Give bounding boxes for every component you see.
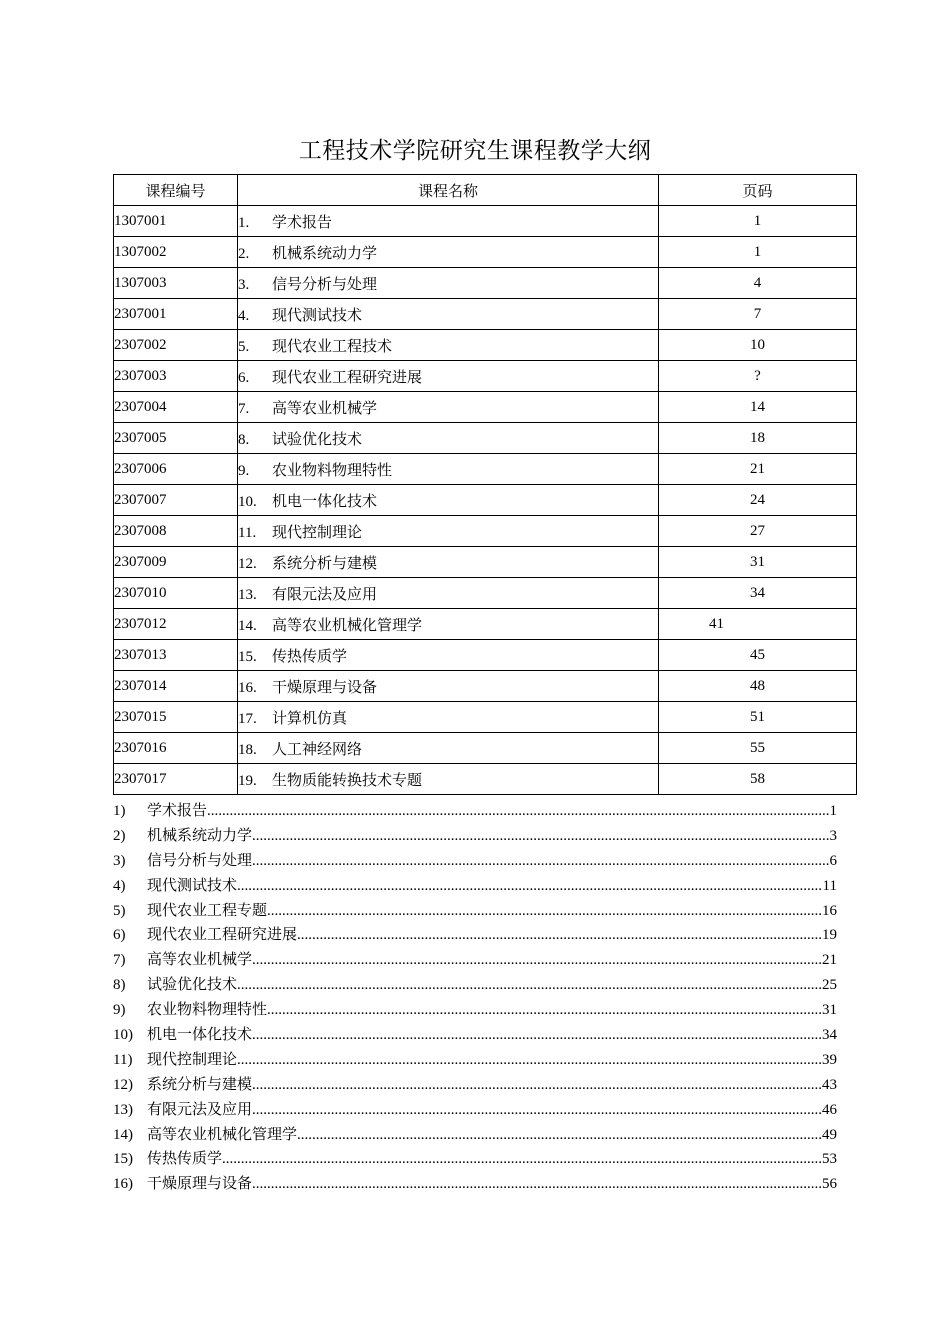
toc-entry-title: 系统分析与建模 [147,1074,253,1093]
toc-entry[interactable] [113,1047,837,1072]
toc-entry-number: 9) [113,1002,126,1019]
course-index: 10. [238,493,257,510]
toc-entry-page: 6 [829,852,837,869]
toc-entry-title: 现代农业工程研究进展 [147,925,298,944]
course-name-cell [238,330,659,361]
toc-entry-title: 高等农业机械化管理学 [147,1124,298,1143]
course-code: 2307007 [114,485,238,516]
toc-entry-page: 3 [829,827,837,844]
course-name: 高等农业机械学 [272,398,378,417]
header-course-code: 课程编号 [114,175,238,206]
course-name: 现代测试技术 [272,305,363,324]
course-code: 2307012 [114,609,238,640]
course-name: 生物质能转换技术专题 [272,770,423,789]
course-page: 18 [659,423,857,454]
toc-entry-number: 5) [113,902,126,919]
toc-entry-title: 学术报告 [147,801,208,819]
course-name-cell [238,640,659,671]
table-row [114,299,857,330]
toc-entry[interactable] [113,823,837,848]
toc-leader-dots [252,1098,822,1123]
toc-entry[interactable] [113,848,837,873]
course-page: 45 [659,640,857,671]
toc-leader-dots [252,1073,822,1098]
course-name: 信号分析与处理 [272,274,378,293]
course-code: 2307001 [114,299,238,330]
header-course-name: 课程名称 [238,175,659,206]
course-code: 2307017 [114,764,238,795]
course-name-cell [238,702,659,733]
toc-entry-number: 2) [113,827,126,844]
course-name: 机械系统动力学 [272,243,378,262]
course-name: 农业物料物理特性 [272,460,393,479]
course-name-cell [238,361,659,392]
course-name-cell [238,454,659,485]
course-name: 现代农业工程技术 [272,336,393,355]
toc-leader-dots [222,1147,822,1172]
course-name-cell [238,237,659,268]
course-name: 干燥原理与设备 [272,677,378,696]
course-index: 6. [238,369,250,386]
course-name-cell [238,547,659,578]
toc-entry-number: 13) [113,1101,133,1118]
course-code: 1307003 [114,268,238,299]
toc-entry-page: 43 [822,1076,837,1093]
toc-entry-page: 19 [822,927,837,944]
toc-entry-title: 现代测试技术 [147,875,238,894]
toc-leader-dots [207,799,829,824]
course-index: 8. [238,431,250,448]
toc-entry[interactable] [113,947,837,972]
toc-entry-number: 10) [113,1027,133,1044]
table-row [114,671,857,702]
toc-leader-dots [252,1172,822,1197]
course-name: 人工神经网络 [272,739,363,758]
toc-entry[interactable] [113,972,837,997]
course-name-cell [238,423,659,454]
toc-entry-title: 机械系统动力学 [147,825,253,844]
toc-leader-dots [237,874,823,899]
table-row [114,547,857,578]
toc-entry-title: 农业物料物理特性 [147,1000,268,1019]
course-index: 12. [238,555,257,572]
course-index: 4. [238,307,250,324]
course-code: 2307013 [114,640,238,671]
toc-entry[interactable] [113,1122,837,1147]
table-row [114,733,857,764]
toc-leader-dots [252,948,822,973]
table-row [114,330,857,361]
toc-entry-number: 15) [113,1151,133,1168]
course-name-cell [238,671,659,702]
course-page: 48 [659,671,857,702]
course-name: 学术报告 [272,212,333,231]
toc-entry[interactable] [113,898,837,923]
course-index: 1. [238,214,250,231]
toc-entry[interactable] [113,1146,837,1171]
toc-entry[interactable] [113,798,837,823]
table-row [114,454,857,485]
page-title: 工程技术学院研究生课程教学大纲 [298,138,652,164]
course-index: 14. [238,617,257,634]
course-page: 1 [659,206,857,237]
toc-entry-title: 现代农业工程专题 [147,900,268,919]
course-name-cell [238,516,659,547]
table-row [114,764,857,795]
toc-entry-title: 信号分析与处理 [147,850,253,869]
toc-leader-dots [267,998,822,1023]
toc-entry-number: 11) [113,1051,133,1068]
course-page: ? [659,361,857,392]
course-name: 现代农业工程研究进展 [272,367,423,386]
toc-entry-title: 有限元法及应用 [147,1099,253,1118]
course-page: 41 [659,609,857,640]
course-name: 系统分析与建模 [272,553,378,572]
toc-entry[interactable] [113,1072,837,1097]
toc-entry-title: 干燥原理与设备 [147,1174,253,1193]
toc-leader-dots [297,1123,822,1148]
table-row [114,609,857,640]
table-header-row [114,175,857,206]
course-code: 2307016 [114,733,238,764]
course-index: 18. [238,741,257,758]
toc-entry-number: 7) [113,952,126,969]
course-table [113,174,857,795]
course-page: 7 [659,299,857,330]
course-name: 高等农业机械化管理学 [272,615,423,634]
toc-entry-number: 12) [113,1076,133,1093]
toc-entry-number: 3) [113,852,126,869]
toc-entry-title: 试验优化技术 [147,975,238,994]
course-page: 51 [659,702,857,733]
toc-entry-page: 16 [822,902,837,919]
toc-entry[interactable] [113,873,837,898]
course-code: 2307006 [114,454,238,485]
toc-leader-dots [252,849,829,874]
toc-entry-number: 4) [113,877,126,894]
toc-entry-number: 8) [113,977,126,994]
course-name-cell [238,609,659,640]
header-page-number: 页码 [659,175,857,206]
course-code: 2307009 [114,547,238,578]
course-name: 有限元法及应用 [272,584,378,603]
toc-entry-page: 53 [822,1151,837,1168]
course-index: 11. [238,524,257,541]
course-name: 传热传质学 [272,646,348,665]
toc-entry-title: 机电一体化技术 [147,1025,253,1044]
course-name-cell [238,578,659,609]
course-page: 24 [659,485,857,516]
toc-entry[interactable] [113,1022,837,1047]
course-code: 2307010 [114,578,238,609]
table-row [114,237,857,268]
toc-leader-dots [252,1023,822,1048]
course-index: 13. [238,586,257,603]
toc-entry-page: 31 [822,1002,837,1019]
toc-entry-page: 25 [822,977,837,994]
toc-entry-title: 高等农业机械学 [147,950,253,969]
course-index: 9. [238,462,250,479]
course-name-cell [238,764,659,795]
course-name-cell [238,268,659,299]
table-row [114,516,857,547]
course-index: 7. [238,400,250,417]
table-row [114,268,857,299]
table-row [114,702,857,733]
toc-entry-number: 6) [113,927,126,944]
course-page: 27 [659,516,857,547]
course-code: 1307001 [114,206,238,237]
course-name-cell [238,299,659,330]
course-index: 16. [238,679,257,696]
toc-entry-page: 46 [822,1101,837,1118]
course-index: 19. [238,772,257,789]
course-name: 机电一体化技术 [272,491,378,510]
course-name: 计算机仿真 [272,708,348,727]
course-index: 5. [238,338,250,355]
toc-entry-number: 1) [113,803,126,819]
toc-entry-page: 56 [822,1176,837,1193]
toc-entry-page: 1 [829,803,837,819]
toc-entry[interactable] [113,1171,837,1196]
toc-leader-dots [297,923,822,948]
course-index: 2. [238,245,250,262]
course-page: 1 [659,237,857,268]
toc-entry-page: 49 [822,1126,837,1143]
course-name-cell [238,392,659,423]
toc-entry-page: 39 [822,1051,837,1068]
toc-entry-title: 传热传质学 [147,1149,223,1168]
course-name-cell [238,733,659,764]
course-page: 21 [659,454,857,485]
toc-leader-dots [237,973,822,998]
toc-entry-page: 21 [822,952,837,969]
toc-leader-dots [267,899,822,924]
course-page: 34 [659,578,857,609]
course-page: 55 [659,733,857,764]
course-name-cell [238,485,659,516]
course-name: 试验优化技术 [272,429,363,448]
table-row [114,640,857,671]
course-code: 2307002 [114,330,238,361]
course-page: 10 [659,330,857,361]
table-row [114,423,857,454]
course-page: 31 [659,547,857,578]
course-index: 15. [238,648,257,665]
course-page: 14 [659,392,857,423]
course-name: 现代控制理论 [272,522,363,541]
table-of-contents [113,798,837,1196]
toc-entry[interactable] [113,997,837,1022]
course-code: 2307008 [114,516,238,547]
course-index: 17. [238,710,257,727]
toc-entry-title: 现代控制理论 [147,1049,238,1068]
table-row [114,578,857,609]
toc-entry-page: 11 [822,877,837,894]
table-row [114,485,857,516]
toc-entry-number: 16) [113,1176,133,1193]
course-code: 2307004 [114,392,238,423]
course-code: 2307015 [114,702,238,733]
course-code: 2307014 [114,671,238,702]
course-code: 2307005 [114,423,238,454]
course-index: 3. [238,276,250,293]
toc-entry-page: 34 [822,1027,837,1044]
toc-leader-dots [237,1048,822,1073]
table-row [114,392,857,423]
toc-entry[interactable] [113,1097,837,1122]
course-name-cell [238,206,659,237]
toc-entry[interactable] [113,922,837,947]
course-code: 1307002 [114,237,238,268]
toc-leader-dots [252,824,829,849]
table-row [114,361,857,392]
toc-entry-number: 14) [113,1126,133,1143]
course-page: 58 [659,764,857,795]
course-page: 4 [659,268,857,299]
course-code: 2307003 [114,361,238,392]
table-row [114,206,857,237]
